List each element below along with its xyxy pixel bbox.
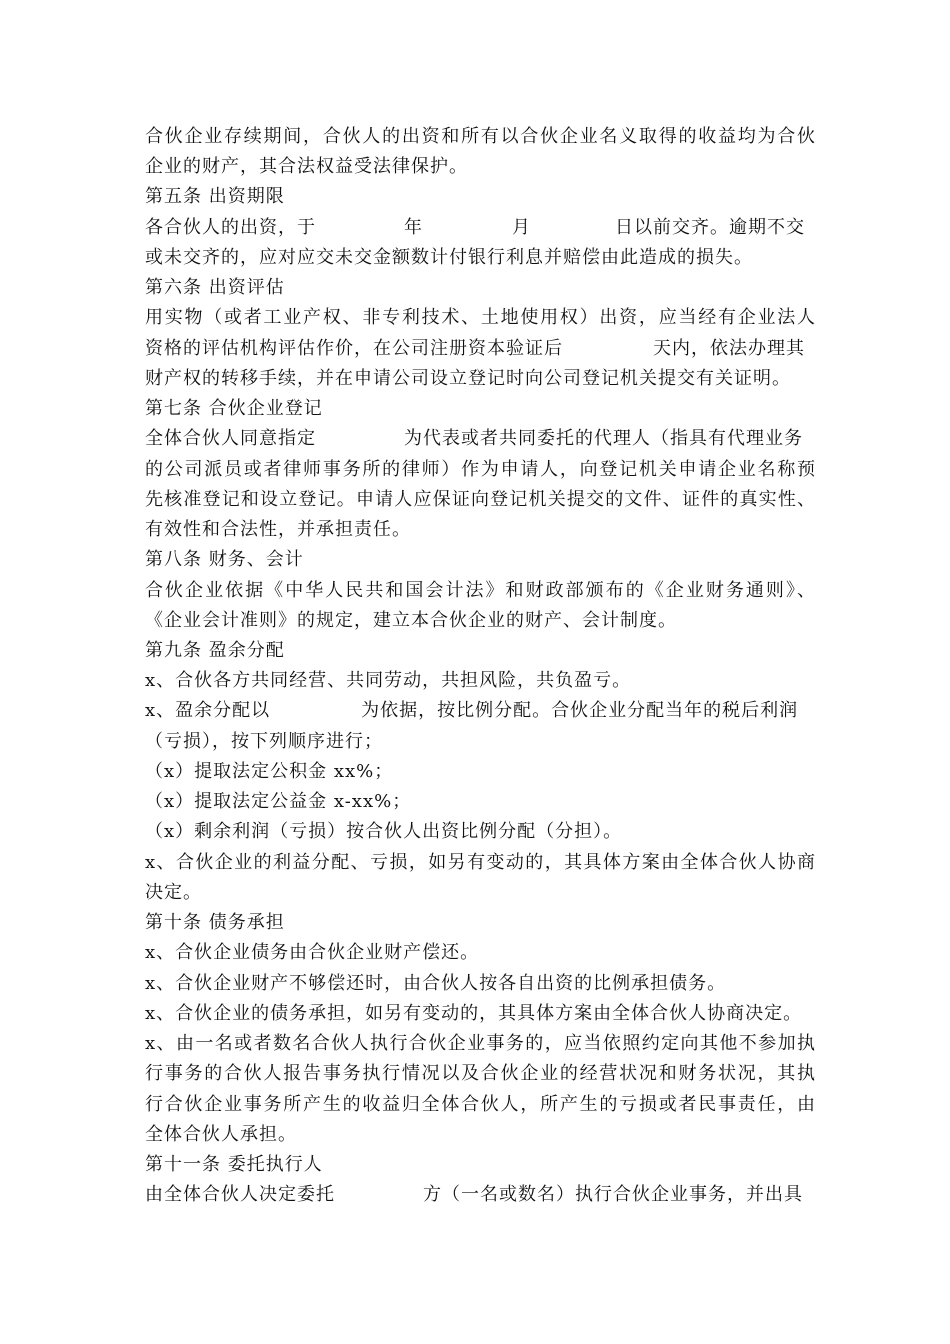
text-segment: 全体合伙人同意指定 xyxy=(145,428,316,450)
text-line: x、合伙各方共同经营、共同劳动，共担风险，共负盈亏。 xyxy=(145,670,632,692)
text-line: x、合伙企业债务由合伙企业财产偿还。 xyxy=(145,942,480,964)
article-heading: 第七条 合伙企业登记 xyxy=(145,398,323,420)
blank-field xyxy=(335,1180,423,1210)
text-line: 《企业会计准则》的规定，建立本合伙企业的财产、会计制度。 xyxy=(145,609,677,631)
blank-field xyxy=(531,213,615,243)
text-line: （x）剩余利润（亏损）按合伙人出资比例分配（分担）。 xyxy=(145,821,623,843)
text-segment: 日以前交齐。逾期不交 xyxy=(615,216,805,238)
article-heading: 第十条 债务承担 xyxy=(145,912,285,934)
text-segment: 天内，依法办理其 xyxy=(653,337,805,359)
text-line: 合伙企业依据《中华人民共和国会计法》和财政部颁布的《企业财务通则》、 xyxy=(145,579,815,601)
text-line: 企业的财产，其合法权益受法律保护。 xyxy=(145,156,468,178)
article-heading: 第八条 财务、会计 xyxy=(145,549,304,571)
text-line: 或未交齐的，应对应交未交金额数计付银行利息并赔偿由此造成的损失。 xyxy=(145,246,753,268)
text-line: x、合伙企业的利益分配、亏损，如另有变动的，其具体方案由全体合伙人协商 xyxy=(145,851,815,873)
text-line: （x）提取法定公益金 x-xx%； xyxy=(145,791,412,813)
text-segment: 资格的评估机构评估作价，在公司注册资本验证后 xyxy=(145,337,563,359)
text-line: 行事务的合伙人报告事务执行情况以及合伙企业的经营状况和财务状况，其执 xyxy=(145,1063,815,1085)
text-segment: 为依据，按比例分配。合伙企业分配当年的税后利润 xyxy=(361,700,799,722)
text-segment: 由全体合伙人决定委托 xyxy=(145,1184,335,1206)
text-line: 有效性和合法性，并承担责任。 xyxy=(145,519,411,541)
text-line: 行合伙企业事务所产生的收益归全体合伙人，所产生的亏损或者民事责任，由 xyxy=(145,1093,815,1115)
blank-field xyxy=(270,696,361,726)
article-heading: 第十一条 委托执行人 xyxy=(145,1153,323,1175)
blank-field xyxy=(316,424,404,454)
text-segment: 为代表或者共同委托的代理人（指具有代理业务 xyxy=(404,428,803,450)
blank-field xyxy=(316,213,404,243)
article-heading: 第六条 出资评估 xyxy=(145,277,285,299)
text-line-with-blanks xyxy=(145,696,815,726)
blank-field xyxy=(423,213,512,243)
text-line-with-blanks xyxy=(145,424,815,454)
text-segment: 年 xyxy=(404,216,423,238)
text-line: （x）提取法定公积金 xx%； xyxy=(145,760,394,782)
text-line: x、合伙企业的债务承担，如另有变动的，其具体方案由全体合伙人协商决定。 xyxy=(145,1002,803,1024)
text-line: 合伙企业存续期间，合伙人的出资和所有以合伙企业名义取得的收益均为合伙 xyxy=(145,126,815,147)
text-line: x、由一名或者数名合伙人执行合伙企业事务的，应当依照约定向其他不参加执 xyxy=(145,1033,815,1055)
text-line: 全体合伙人承担。 xyxy=(145,1123,297,1145)
blank-field xyxy=(563,334,653,364)
text-line: 用实物（或者工业产权、非专利技术、土地使用权）出资，应当经有企业法人 xyxy=(145,307,815,329)
text-line-with-blanks xyxy=(145,334,815,364)
text-line: （亏损），按下列顺序进行； xyxy=(145,730,383,752)
text-line: 财产权的转移手续，并在申请公司设立登记时向公司登记机关提交有关证明。 xyxy=(145,367,791,389)
article-heading: 第九条 盈余分配 xyxy=(145,639,285,661)
document-page xyxy=(145,122,815,1210)
text-line-with-blanks xyxy=(145,213,815,243)
text-segment: 方（一名或数名）执行合伙企业事务，并出具 xyxy=(423,1184,803,1206)
text-line: x、合伙企业财产不够偿还时，由合伙人按各自出资的比例承担债务。 xyxy=(145,972,727,994)
text-segment: 月 xyxy=(512,216,531,238)
text-line: 先核准登记和设立登记。申请人应保证向登记机关提交的文件、证件的真实性、 xyxy=(145,488,815,510)
article-heading: 第五条 出资期限 xyxy=(145,186,285,208)
text-line: 决定。 xyxy=(145,881,202,903)
text-segment: 各合伙人的出资，于 xyxy=(145,216,316,238)
text-line-with-blanks xyxy=(145,1180,815,1210)
text-segment: x、盈余分配以 xyxy=(145,700,271,722)
text-line: 的公司派员或者律师事务所的律师）作为申请人，向登记机关申请企业名称预 xyxy=(145,458,815,480)
